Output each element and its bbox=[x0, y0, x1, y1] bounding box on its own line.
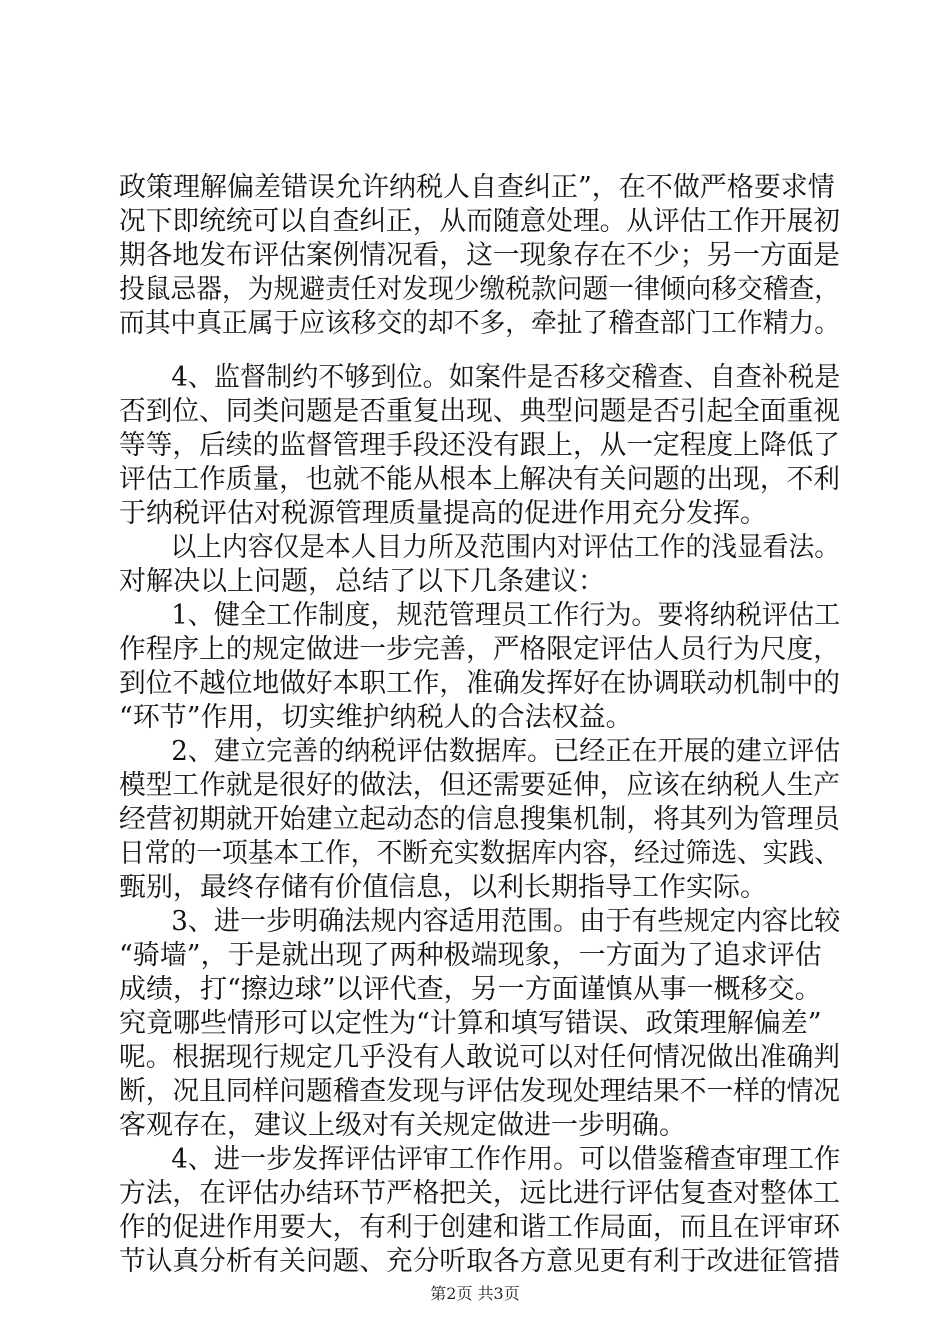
body-line: 4、进一步发挥评估评审工作作用。可以借鉴稽查审理工作 bbox=[119, 1144, 841, 1175]
body-line: 1、健全工作制度，规范管理员工作行为。要将纳税评估工 bbox=[119, 600, 841, 631]
body-line: 日常的一项基本工作，不断充实数据库内容，经过筛选、实践、 bbox=[119, 838, 840, 869]
body-line: 2、建立完善的纳税评估数据库。已经正在开展的建立评估 bbox=[119, 736, 841, 767]
body-line: 到位不越位地做好本职工作，准确发挥好在协调联动机制中的 bbox=[119, 668, 840, 699]
body-line: “骑墙”，于是就出现了两种极端现象，一方面为了追求评估 bbox=[119, 940, 822, 971]
body-line: 节认真分析有关问题、充分听取各方意见更有利于改进征管措 bbox=[119, 1246, 840, 1277]
body-line: 4、监督制约不够到位。如案件是否移交稽查、自查补税是 bbox=[119, 362, 841, 393]
body-line: 评估工作质量，也就不能从根本上解决有关问题的出现，不利 bbox=[119, 464, 840, 495]
body-line: 而其中真正属于应该移交的却不多，牵扯了稽查部门工作精力。 bbox=[119, 308, 840, 339]
body-line: 等等，后续的监督管理手段还没有跟上，从一定程度上降低了 bbox=[119, 430, 840, 461]
body-line: 呢。根据现行规定几乎没有人敢说可以对任何情况做出准确判 bbox=[119, 1042, 840, 1073]
body-line: 于纳税评估对税源管理质量提高的促进作用充分发挥。 bbox=[119, 498, 767, 529]
body-line: 作程序上的规定做进一步完善，严格限定评估人员行为尺度， bbox=[119, 634, 840, 665]
body-line: 断，况且同样问题稽查发现与评估发现处理结果不一样的情况 bbox=[119, 1076, 840, 1107]
body-line: 成绩，打“擦边球”以评代查，另一方面谨慎从事一概移交。 bbox=[119, 974, 822, 1005]
body-line: 客观存在，建议上级对有关规定做进一步明确。 bbox=[119, 1110, 686, 1141]
body-line: 作的促进作用要大，有利于创建和谐工作局面，而且在评审环 bbox=[119, 1212, 840, 1243]
body-line: 3、进一步明确法规内容适用范围。由于有些规定内容比较 bbox=[119, 906, 841, 937]
body-line: 模型工作就是很好的做法，但还需要延伸，应该在纳税人生产 bbox=[119, 770, 840, 801]
body-line: 甄别，最终存储有价值信息，以利长期指导工作实际。 bbox=[119, 872, 767, 903]
body-line: 投鼠忌器，为规避责任对发现少缴税款问题一律倾向移交稽查， bbox=[119, 274, 840, 305]
body-line: 经营初期就开始建立起动态的信息搜集机制，将其列为管理员 bbox=[119, 804, 840, 835]
body-line: 期各地发布评估案例情况看，这一现象存在不少；另一方面是 bbox=[119, 240, 840, 271]
body-line: 否到位、同类问题是否重复出现、典型问题是否引起全面重视 bbox=[119, 396, 840, 427]
body-line: 究竟哪些情形可以定性为“计算和填写错误、政策理解偏差” bbox=[119, 1008, 822, 1039]
page-footer: 第2页 共3页 bbox=[430, 1284, 520, 1303]
body-line: 以上内容仅是本人目力所及范围内对评估工作的浅显看法。 bbox=[119, 532, 840, 563]
body-line: “环节”作用，切实维护纳税人的合法权益。 bbox=[119, 702, 633, 733]
body-line: 方法，在评估办结环节严格把关，远比进行评估复查对整体工 bbox=[119, 1178, 840, 1209]
body-line: 对解决以上问题，总结了以下几条建议： bbox=[119, 566, 605, 597]
body-line: 政策理解偏差错误允许纳税人自查纠正”，在不做严格要求情 bbox=[119, 172, 835, 203]
body-line: 况下即统统可以自查纠正，从而随意处理。从评估工作开展初 bbox=[119, 206, 840, 237]
